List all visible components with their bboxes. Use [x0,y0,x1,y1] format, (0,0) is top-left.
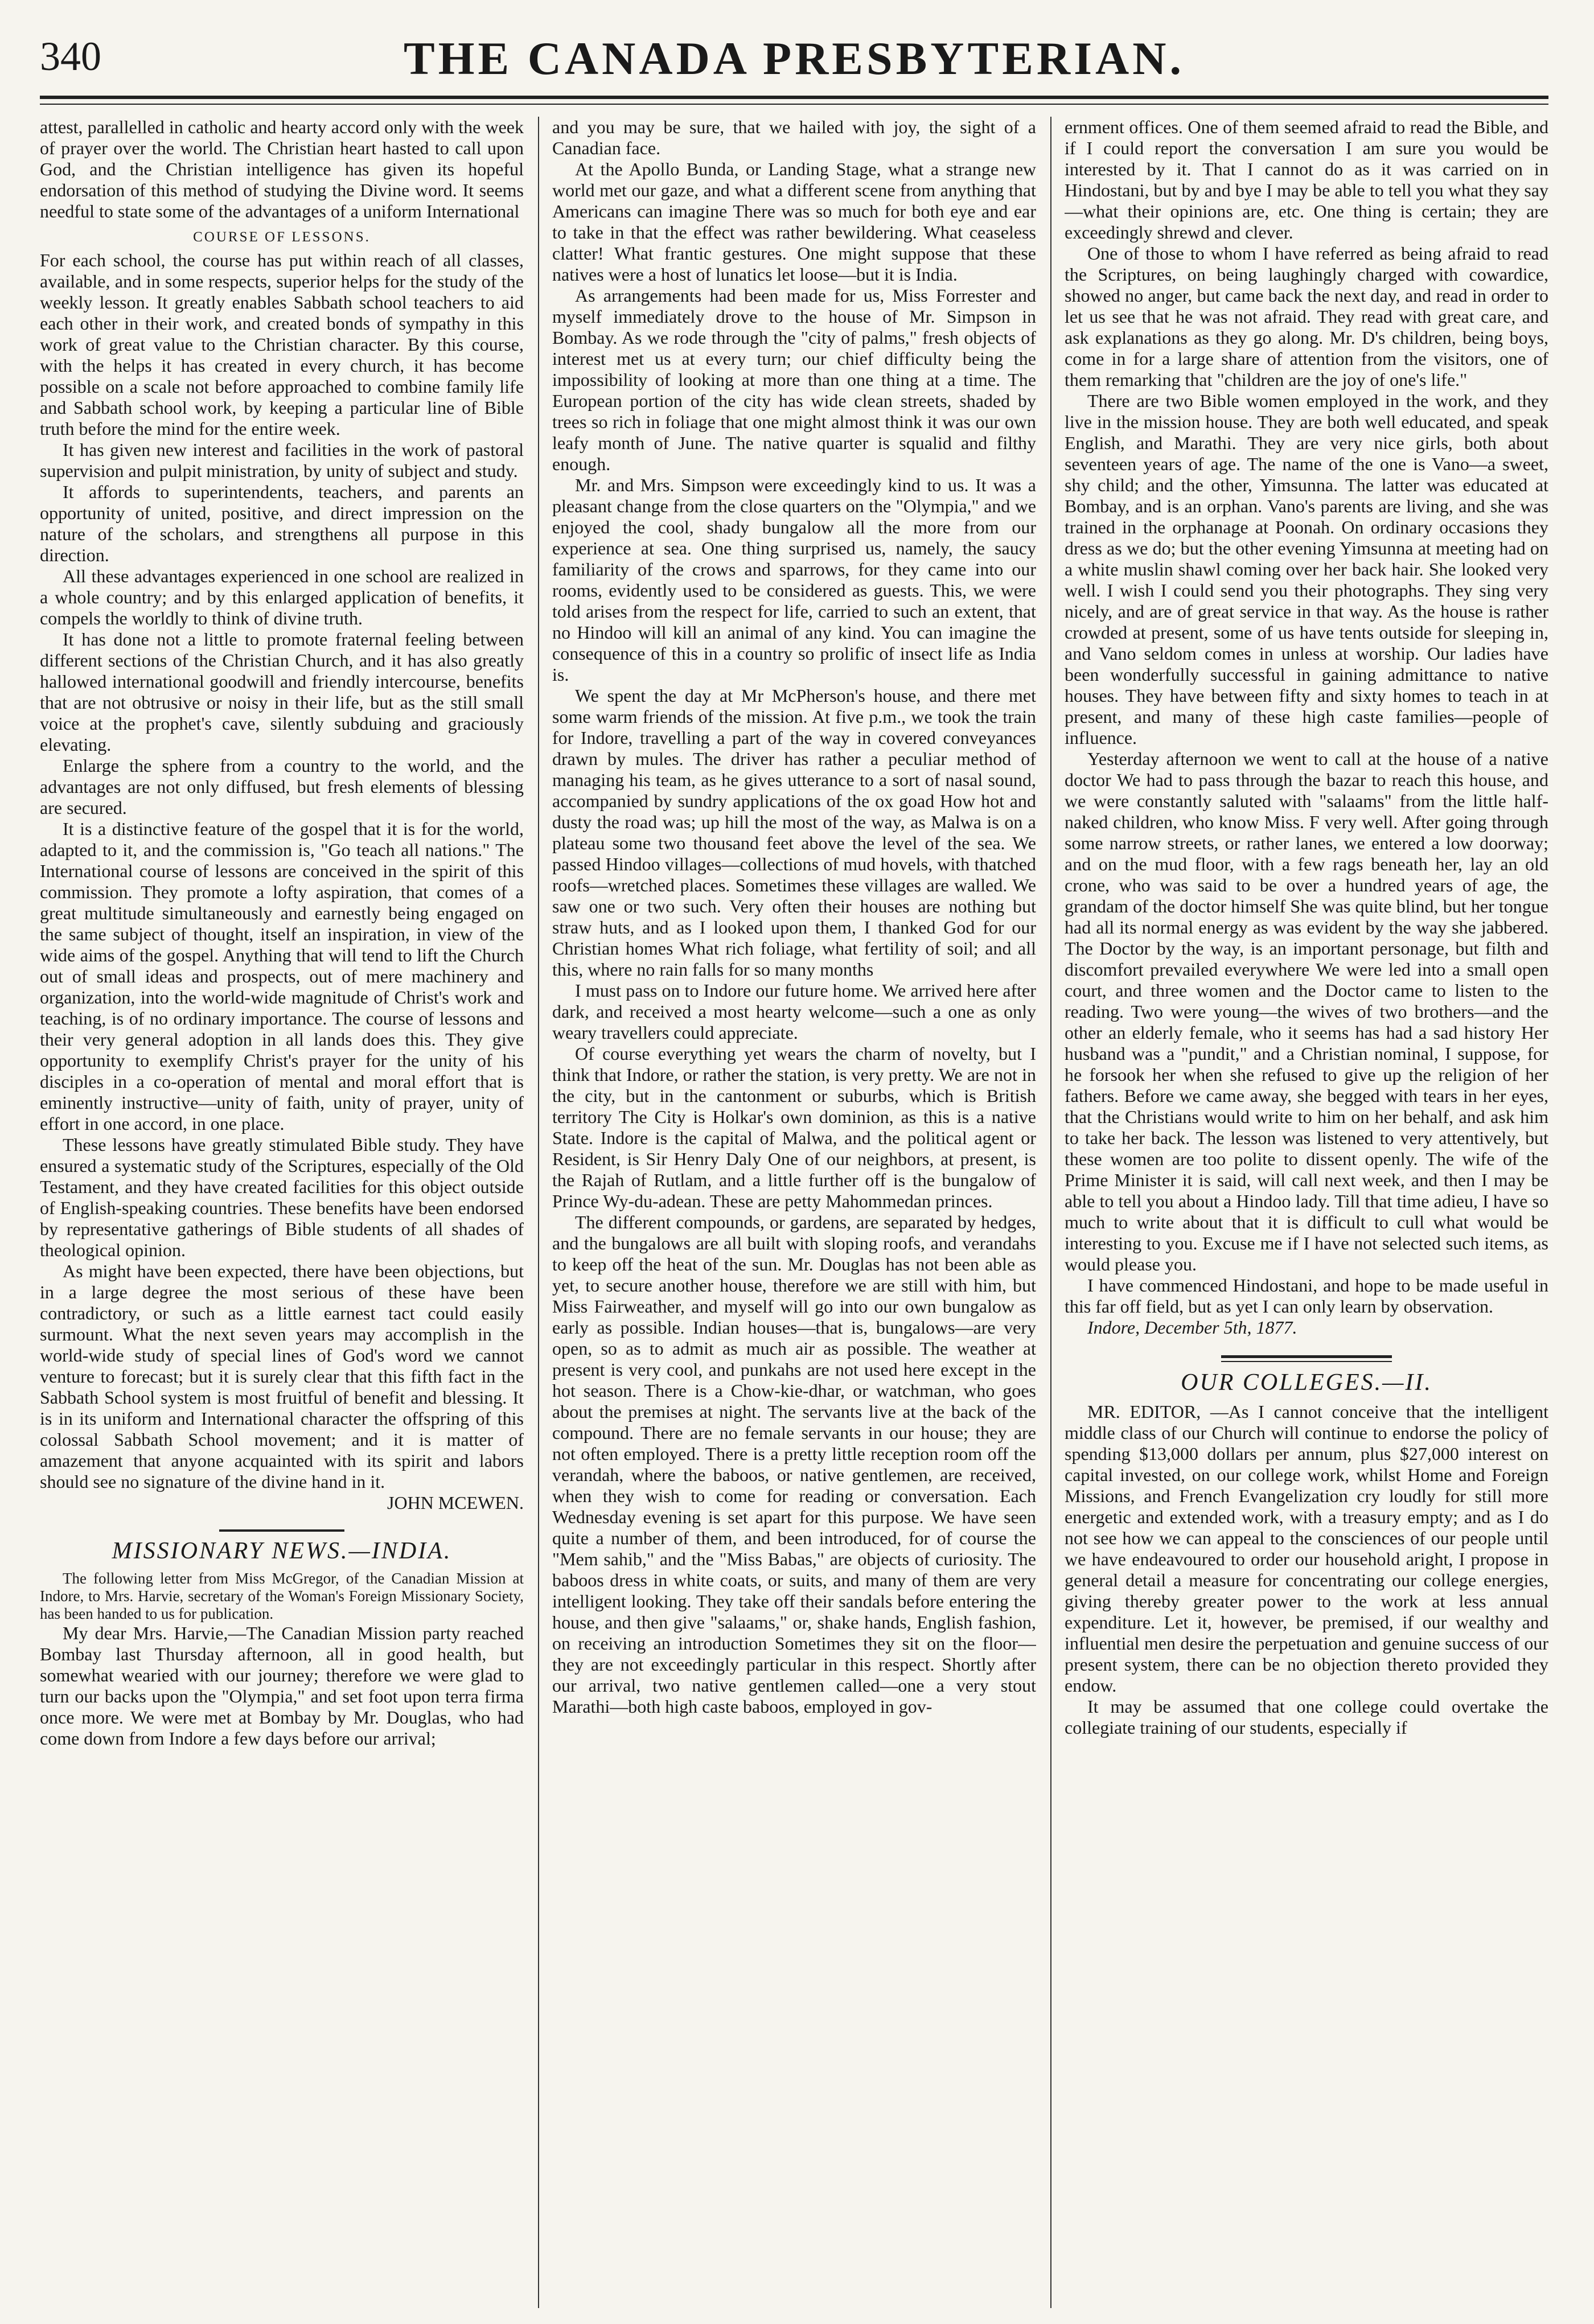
column-3 [1065,117,1548,2308]
column-2 [552,117,1036,2308]
section-title-our-colleges: OUR COLLEGES.—II. [1181,1369,1432,1396]
letter-introduction: The following letter from Miss McGregor, of the Canadian Mission at Indore, to Mrs. Harvie, secretary of the Woman's Foreign Missionary Society, has been handed to us for publication. [40,1570,524,1622]
paragraph: It has given new interest and facilities in the work of pastoral supervision and pulpit ministration, by unity of subject and study. [40,439,524,481]
paragraph: and you may be sure, that we hailed with joy, the sight of a Canadian face. [552,117,1036,158]
section-separator [219,1529,344,1532]
column-1 [40,117,524,2308]
paragraph: As arrangements had been made for us, Miss Forrester and myself immediately drove to the house of Mr. Simpson in Bombay. As we rode through the "city of palms," fresh objects of interest met us at every turn; our chief difficulty being the impossibility of looking at more than one thing at a time. The European portion of the city has wide clean streets, shaded by trees so rich in foliage that one might almost think it was our own leafy month of June. The native quarter is squalid and filthy enough. [552,285,1036,474]
paragraph: I have commenced Hindostani, and hope to be made useful in this far off field, but as yet I can only learn by observation. [1065,1275,1548,1317]
paragraph: The different compounds, or gardens, are separated by hedges, and the bungalows are all built with sloping roofs, and verandahs to keep off the heat of the sun. Mr. Douglas has not been able as yet, to secure another house, therefore we are still with him, but Miss Fairweather, and myself will go into our own bungalow as early as possible. Indian houses—that is, bungalows—are very open, so as to admit as much air as possible. The weather at present is very cool, and punkahs are not used here except in the hot season. There is a Chow-kie-dhar, or watchman, who goes about the premises at night. The servants live at the back of the compound. There are no female servants in our house; they are not often employed. There is a pretty little reception room off the verandah, where the baboos, or native gentlemen, are received, when they wish to come for reading or conversation. Each Wednesday evening is set apart for this purpose. We have seen quite a number of them, and been introduced, for of course the "Mem sahib," and the "Miss Babas," are objects of curiosity. The baboos dress in white coats, or suits, and many of them are very intelligent looking. They take off their sandals before entering the house, and then give "salaams," or, shake hands, English fashion, on receiving an introduction Sometimes they sit on the floor—they are not exceedingly particular in this respect. Shortly after our arrival, two native gentlemen called—one a very stout Marathi—both high caste baboos, employed in gov- [552,1212,1036,1717]
page-number: 340 [40,34,101,79]
running-title: THE CANADA PRESBYTERIAN. [404,32,1185,84]
paragraph: These lessons have greatly stimulated Bible study. They have ensured a systematic study of the Scriptures, especially of the Old Testament, and they have created facilities for this object outside of English-speaking countries. These benefits have been endorsed by representative gatherings of Bible students of all shades of theological opinion. [40,1134,524,1260]
paragraph: All these advantages experienced in one school are realized in a whole country; and by this enlarged application of benefits, it compels the worldly to think of divine truth. [40,566,524,628]
section-title-missionary-news: MISSIONARY NEWS.—INDIA. [112,1538,452,1564]
paragraph: There are two Bible women employed in the work, and they live in the mission house. They are both well educated, and speak English, and Marathi. They are very nice girls, both about seventeen years of age. The name of the one is Vano—a sweet, shy child; and the other, Yimsunna. The latter was educated at Bombay, and is an orphan. Vano's parents are living, and she was trained in the orphanage at Poonah. On ordinary occasions they dress as we do; but the other evening Yimsunna at meeting had on a white muslin shawl coming over her back hair. She looked very well. I wish I could send you their photographs. They sing very nicely, and are of great service in that way. As the house is rather crowded at present, some of us have tents outside for sleeping in, and Vano seldom comes in unless at worship. Our ladies have been wonderfully successful in gaining admittance to native houses. They have between fifty and sixty homes to teach in at present, and many of these high caste families—people of influence. [1065,390,1548,748]
paragraph: MR. EDITOR, —As I cannot conceive that the intelligent middle class of our Church will continue to endorse the policy of spending $13,000 dollars per annum, plus $27,000 interest on capital invested, on our college work, whilst Home and Foreign Missions, and French Evangelization cry loudly for still more energetic and extended work, with a treasury empty; and as I do not see how we can appeal to the consciences of our people until we have endeavoured to order our household aright, I propose in general detail a measure for concentrating our college energies, giving thereby greater power to the work at less annual expenditure. Let it, however, be premised, if our wealthy and influential men desire the perpetuation and genuine success of our present system, there can be no objection thereto provided they endow. [1065,1401,1548,1696]
paragraph: One of those to whom I have referred as being afraid to read the Scriptures, on being laughingly charged with cowardice, showed no anger, but came back the next day, and read in order to let us see that he was not afraid. They read with great care, and ask explanations as they go along. Mr. D's children, being boys, come in for a large share of attention from the visitors, one of them remarking that "children are the joy of one's life." [1065,243,1548,390]
paragraph: attest, parallelled in catholic and hearty accord only with the week of prayer over the world. The Christian heart hasted to call upon God, and the Christian intelligence has given its hopeful endorsation of this method of studying the Divine word. It seems needful to state some of the advantages of a uniform International [40,117,524,221]
article-signature: JOHN MCEWEN. [387,1492,524,1513]
paragraph: Enlarge the sphere from a country to the world, and the advantages are not only diffused, but fresh elements of blessing are secured. [40,755,524,818]
paragraph: Yesterday afternoon we went to call at the house of a native doctor We had to pass through the bazar to reach this house, and we were constantly saluted with "salaams" from the little half-naked children, who know Miss. F very well. After going through some narrow streets, or rather lanes, we entered a low doorway; and on the mud floor, with a few rags beneath her, lay an old crone, who was said to be over a hundred years of age, the grandam of the doctor himself She was quite blind, but her tongue had all its normal energy as was evident by the way she jabbered. The Doctor by the way, is an important personage, but filth and discomfort prevailed everywhere We were led into a small open court, and three women and the Doctor came to listen to the reading. Two were young—the wives of two brothers—and the other an elderly female, who it seems has had a sad history Her husband was a "pundit," and a Christian nominal, I suppose, for he forsook her when she refused to give up the religion of her fathers. Before we came away, she begged with tears in her eyes, that the Christians would write to him on her behalf, and ask him to take her back. The lesson was listened to very attentively, but these women are too polite to dissent openly. The wife of the Prime Minister it is said, will call next week, and then I may be able to tell you about a Hindoo lady. Till that time adieu, I have so much to write about that it is difficult to cull what would be interesting to you. Excuse me if I have not selected such items, as would please you. [1065,748,1548,1274]
paragraph: Of course everything yet wears the charm of novelty, but I think that Indore, or rather the station, is very pretty. We are not in the city, but in the cantonment or suburbs, which is British territory The City is Holkar's own dominion, as this is a native State. Indore is the capital of Malwa, and the political agent or Resident, is Sir Henry Daly One of our neighbors, at present, is the Rajah of Rutlam, and a little further off is the bungalow of Prince Wy-du-adean. These are petty Mahommedan princes. [552,1043,1036,1211]
paragraph: Mr. and Mrs. Simpson were exceedingly kind to us. It was a pleasant change from the close quarters on the "Olympia," and we enjoyed the cool, shady bungalow all the more from our experience at sea. One thing surprised us, namely, the saucy familiarity of the crows and sparrows, for they came into our rooms, evidently used to be considered as guests. This, we were told arises from the respect for life, carried to such an extent, that no Hindoo will kill an animal of any kind. You can imagine the consequence of this in a country so prolific of insect life as India is. [552,475,1036,685]
page-header [40,22,1548,107]
paragraph: My dear Mrs. Harvie,—The Canadian Mission party reached Bombay last Thursday afternoon, all in good health, but somewhat wearied with our journey; therefore we were glad to turn our backs upon the "Olympia," and set foot upon terra firma once more. We were met at Bombay by Mr. Douglas, who had come down from Indore a few days before our arrival; [40,1623,524,1749]
paragraph: It has done not a little to promote fraternal feeling between different sections of the Christian Church, and it has also greatly hallowed international goodwill and friendly intercourse, benefits that are not obtrusive or noisy in their life, but as the still small voice at the prophet's cave, silently subduing and graciously elevating. [40,629,524,755]
subheading-course-of-lessons: COURSE OF LESSONS. [193,229,371,245]
paragraph: ernment offices. One of them seemed afraid to read the Bible, and if I could report the conversation I am sure you would be interested by it. That I cannot do as it was carried on in Hindostani, but by and bye I may be able to tell you what they say—what their opinions are, etc. One thing is certain; they are exceedingly shrewd and clever. [1065,117,1548,242]
column-divider-2 [1050,117,1051,2308]
header-rule-thick [40,96,1548,99]
paragraph: At the Apollo Bunda, or Landing Stage, what a strange new world met our gaze, and what a different scene from anything that Americans can imagine There was so much for both eye and ear to take in that the effect was rather bewildering. What ceaseless clatter! What frantic gestures. One might suppose that these natives were a host of lunatics let loose—but it is India. [552,159,1036,285]
paragraph: For each school, the course has put within reach of all classes, available, and in some respects, superior helps for the study of the weekly lesson. It greatly enables Sabbath school teachers to aid each other in their work, and created bonds of sympathy in this work of great value to the Christian character. By this course, with the helps it has created in every church, it has become possible on a scale not before approached to combine family life and Sabbath school work, by keeping a particular line of Bible truth before the mind for the entire week. [40,250,524,439]
paragraph: It affords to superintendents, teachers, and parents an opportunity of united, positive, and direct impression on the nature of the scholars, and strengthens all purpose in this direction. [40,482,524,565]
paragraph: We spent the day at Mr McPherson's house, and there met some warm friends of the mission. At five p.m., we took the train for Indore, travelling a part of the way in covered conveyances drawn by mules. The driver has rather a peculiar method of managing his team, as he gives utterance to a sort of nasal sound, accompanied by sundry applications of the ox goad How hot and dusty the road was; up hill the most of the way, as Malwa is on a plateau some two thousand feet above the level of the sea. We passed Hindoo villages—collections of mud hovels, with thatched roofs—wretched places. Sometimes these villages are walled. We saw one or two such. Very often their houses are nothing but straw huts, and as I looked upon them, I thanked God for our Christian homes What rich foliage, what fertility of soil; and all this, where no rain falls for so many months [552,685,1036,980]
paragraph: It may be assumed that one college could overtake the collegiate training of our students, especially if [1065,1696,1548,1738]
column-divider-1 [538,117,539,2308]
paragraph: As might have been expected, there have been objections, but in a large degree the most serious of these have been contradictory, or such as a little earnest tact could easily surmount. What the next seven years may accomplish in the world-wide study of special lines of God's word we cannot venture to forecast; but it is surely clear that this fifth fact in the Sabbath School system is most fruitful of benefit and blessing. It is in its uniform and International character the offspring of this colossal Sabbath School movement; and it is matter of amazement that anyone acquainted with its spirit and labors should see no signature of the divine hand in it. [40,1261,524,1492]
paragraph: I must pass on to Indore our future home. We arrived here after dark, and received a most hearty welcome—such a one as only weary travellers could appreciate. [552,980,1036,1043]
letter-dateline: Indore, December 5th, 1877. [1087,1317,1297,1338]
section-separator [1221,1355,1392,1362]
header-rule-thin [40,104,1548,105]
paragraph: It is a distinctive feature of the gospel that it is for the world, adapted to it, and the commission is, "Go teach all nations." The International course of lessons are conceived in the spirit of this commission. They promote a lofty aspiration, that comes of a great multitude simultaneously and earnestly being engaged on the same subject of thought, itself an inspiration, in view of the wide aims of the gospel. Anything that will tend to lift the Church out of small ideas and prospects, out of mere machinery and organization, into the world-wide magnitude of Christ's work and teaching, is of no ordinary importance. The course of lessons and their very general adoption in all lands does this. They give opportunity to exemplify Christ's prayer for the unity of his disciples in a co-operation of mental and moral effort that is eminently instructive—unity of faith, unity of prayer, unity of effort in one accord, in one place. [40,818,524,1134]
